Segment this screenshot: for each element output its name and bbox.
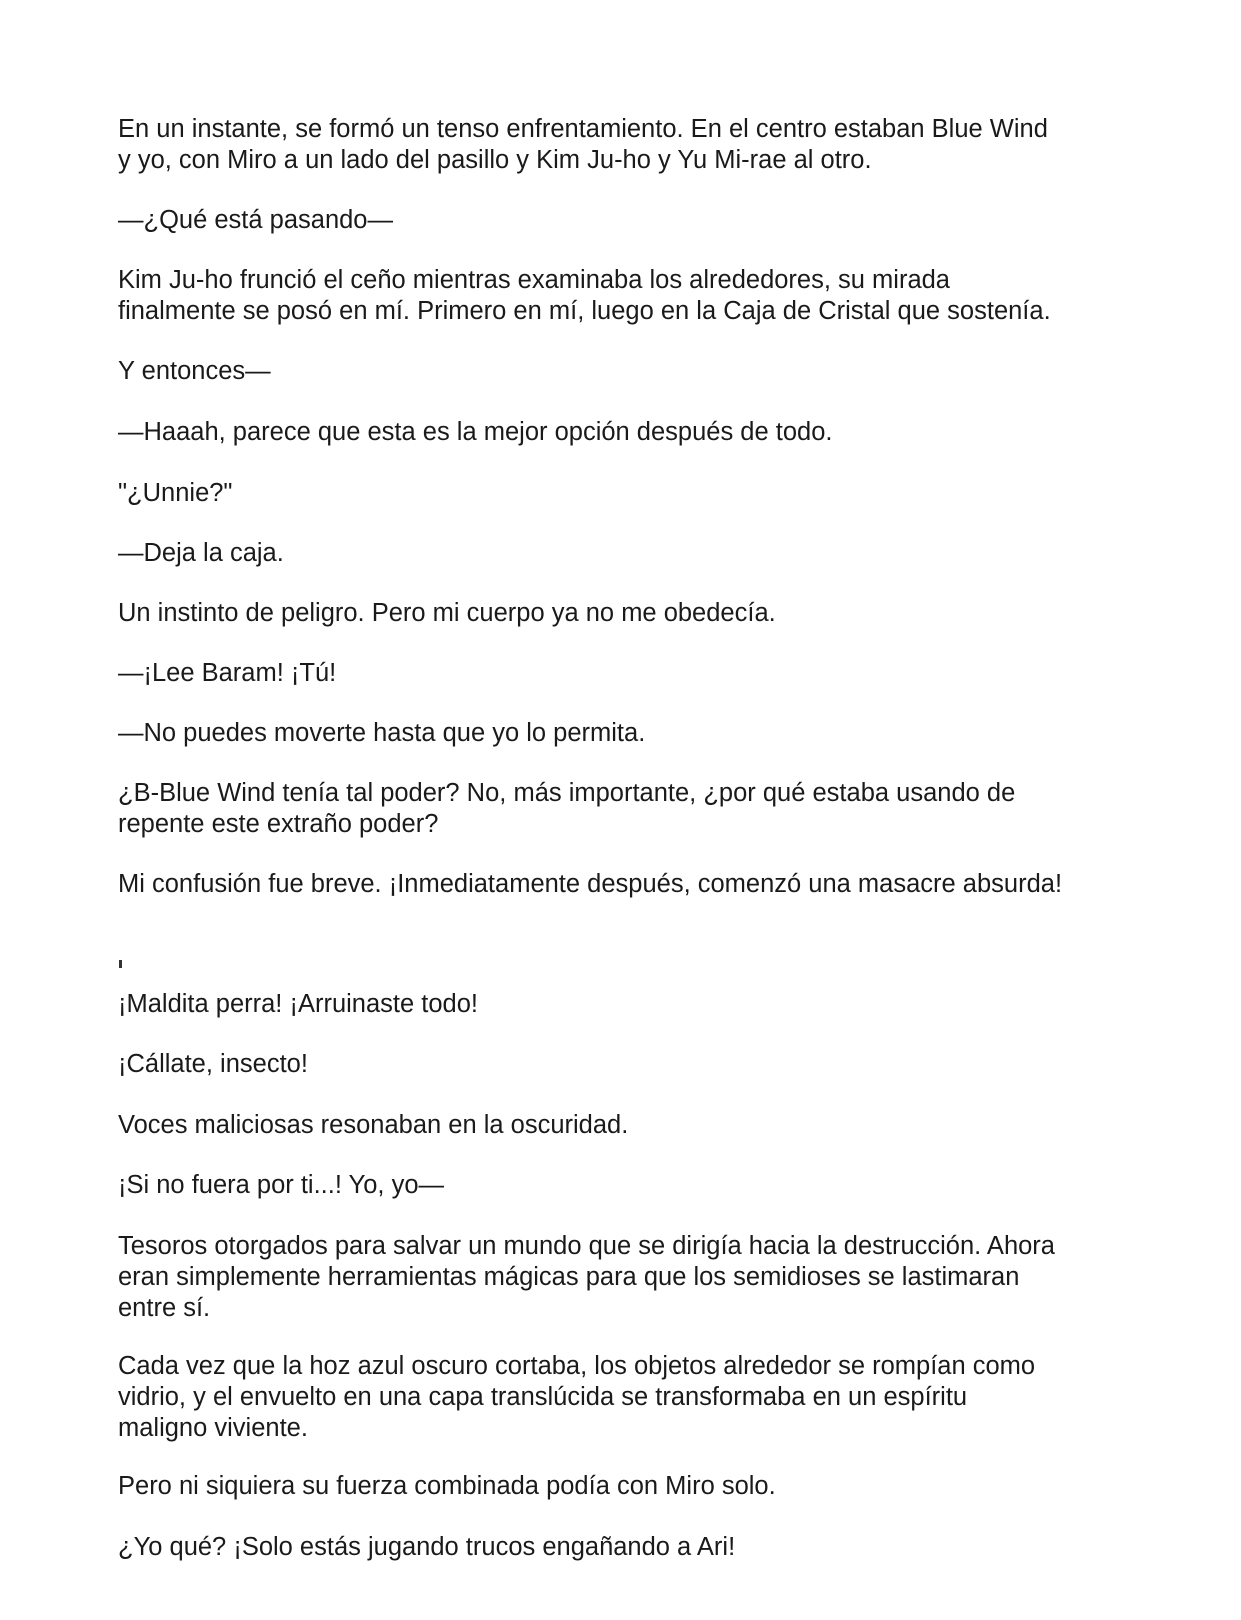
paragraph-7: —Deja la caja. bbox=[118, 539, 284, 567]
paragraph-13: ¡Maldita perra! ¡Arruinaste todo! bbox=[118, 990, 478, 1018]
paragraph-5: —Haaah, parece que esta es la mejor opción después de todo. bbox=[118, 418, 833, 446]
paragraph-1: En un instante, se formó un tenso enfrentamiento. En el centro estaban Blue Wind y yo, con Miro a un lado del pasillo y Kim Ju-ho y Yu Mi-rae al otro. bbox=[118, 115, 1048, 174]
paragraph-14: ¡Cállate, insecto! bbox=[118, 1050, 308, 1078]
paragraph-9: —¡Lee Baram! ¡Tú! bbox=[118, 659, 337, 687]
paragraph-6: "¿Unnie?" bbox=[118, 479, 233, 507]
paragraph-4: Y entonces— bbox=[118, 357, 271, 385]
paragraph-2: —¿Qué está pasando— bbox=[118, 206, 393, 234]
paragraph-8: Un instinto de peligro. Pero mi cuerpo ya no me obedecía. bbox=[118, 599, 776, 627]
paragraph-10: —No puedes moverte hasta que yo lo permita. bbox=[118, 719, 646, 747]
paragraph-18: Cada vez que la hoz azul oscuro cortaba, los objetos alrededor se rompían como vidrio, y el envuelto en una capa translúcida se transformaba en un espíritu maligno viviente. bbox=[118, 1352, 1036, 1442]
paragraph-12: Mi confusión fue breve. ¡Inmediatamente después, comenzó una masacre absurda! bbox=[118, 870, 1063, 898]
paragraph-20: ¿Yo qué? ¡Solo estás jugando trucos engañando a Ari! bbox=[118, 1533, 736, 1561]
paragraph-11: ¿B-Blue Wind tenía tal poder? No, más importante, ¿por qué estaba usando de repente este extraño poder? bbox=[118, 779, 1016, 838]
paragraph-3: Kim Ju-ho frunció el ceño mientras examinaba los alrededores, su mirada finalmente se posó en mí. Primero en mí, luego en la Caja de Cristal que sostenía. bbox=[118, 266, 1051, 325]
stray-mark bbox=[119, 960, 122, 968]
paragraph-15: Voces maliciosas resonaban en la oscuridad. bbox=[118, 1111, 629, 1139]
paragraph-19: Pero ni siquiera su fuerza combinada podía con Miro solo. bbox=[118, 1472, 776, 1500]
paragraph-16: ¡Si no fuera por ti...! Yo, yo— bbox=[118, 1171, 445, 1199]
paragraph-17: Tesoros otorgados para salvar un mundo que se dirigía hacia la destrucción. Ahora eran simplemente herramientas mágicas para que los semidioses se lastimaran entre sí. bbox=[118, 1232, 1055, 1322]
